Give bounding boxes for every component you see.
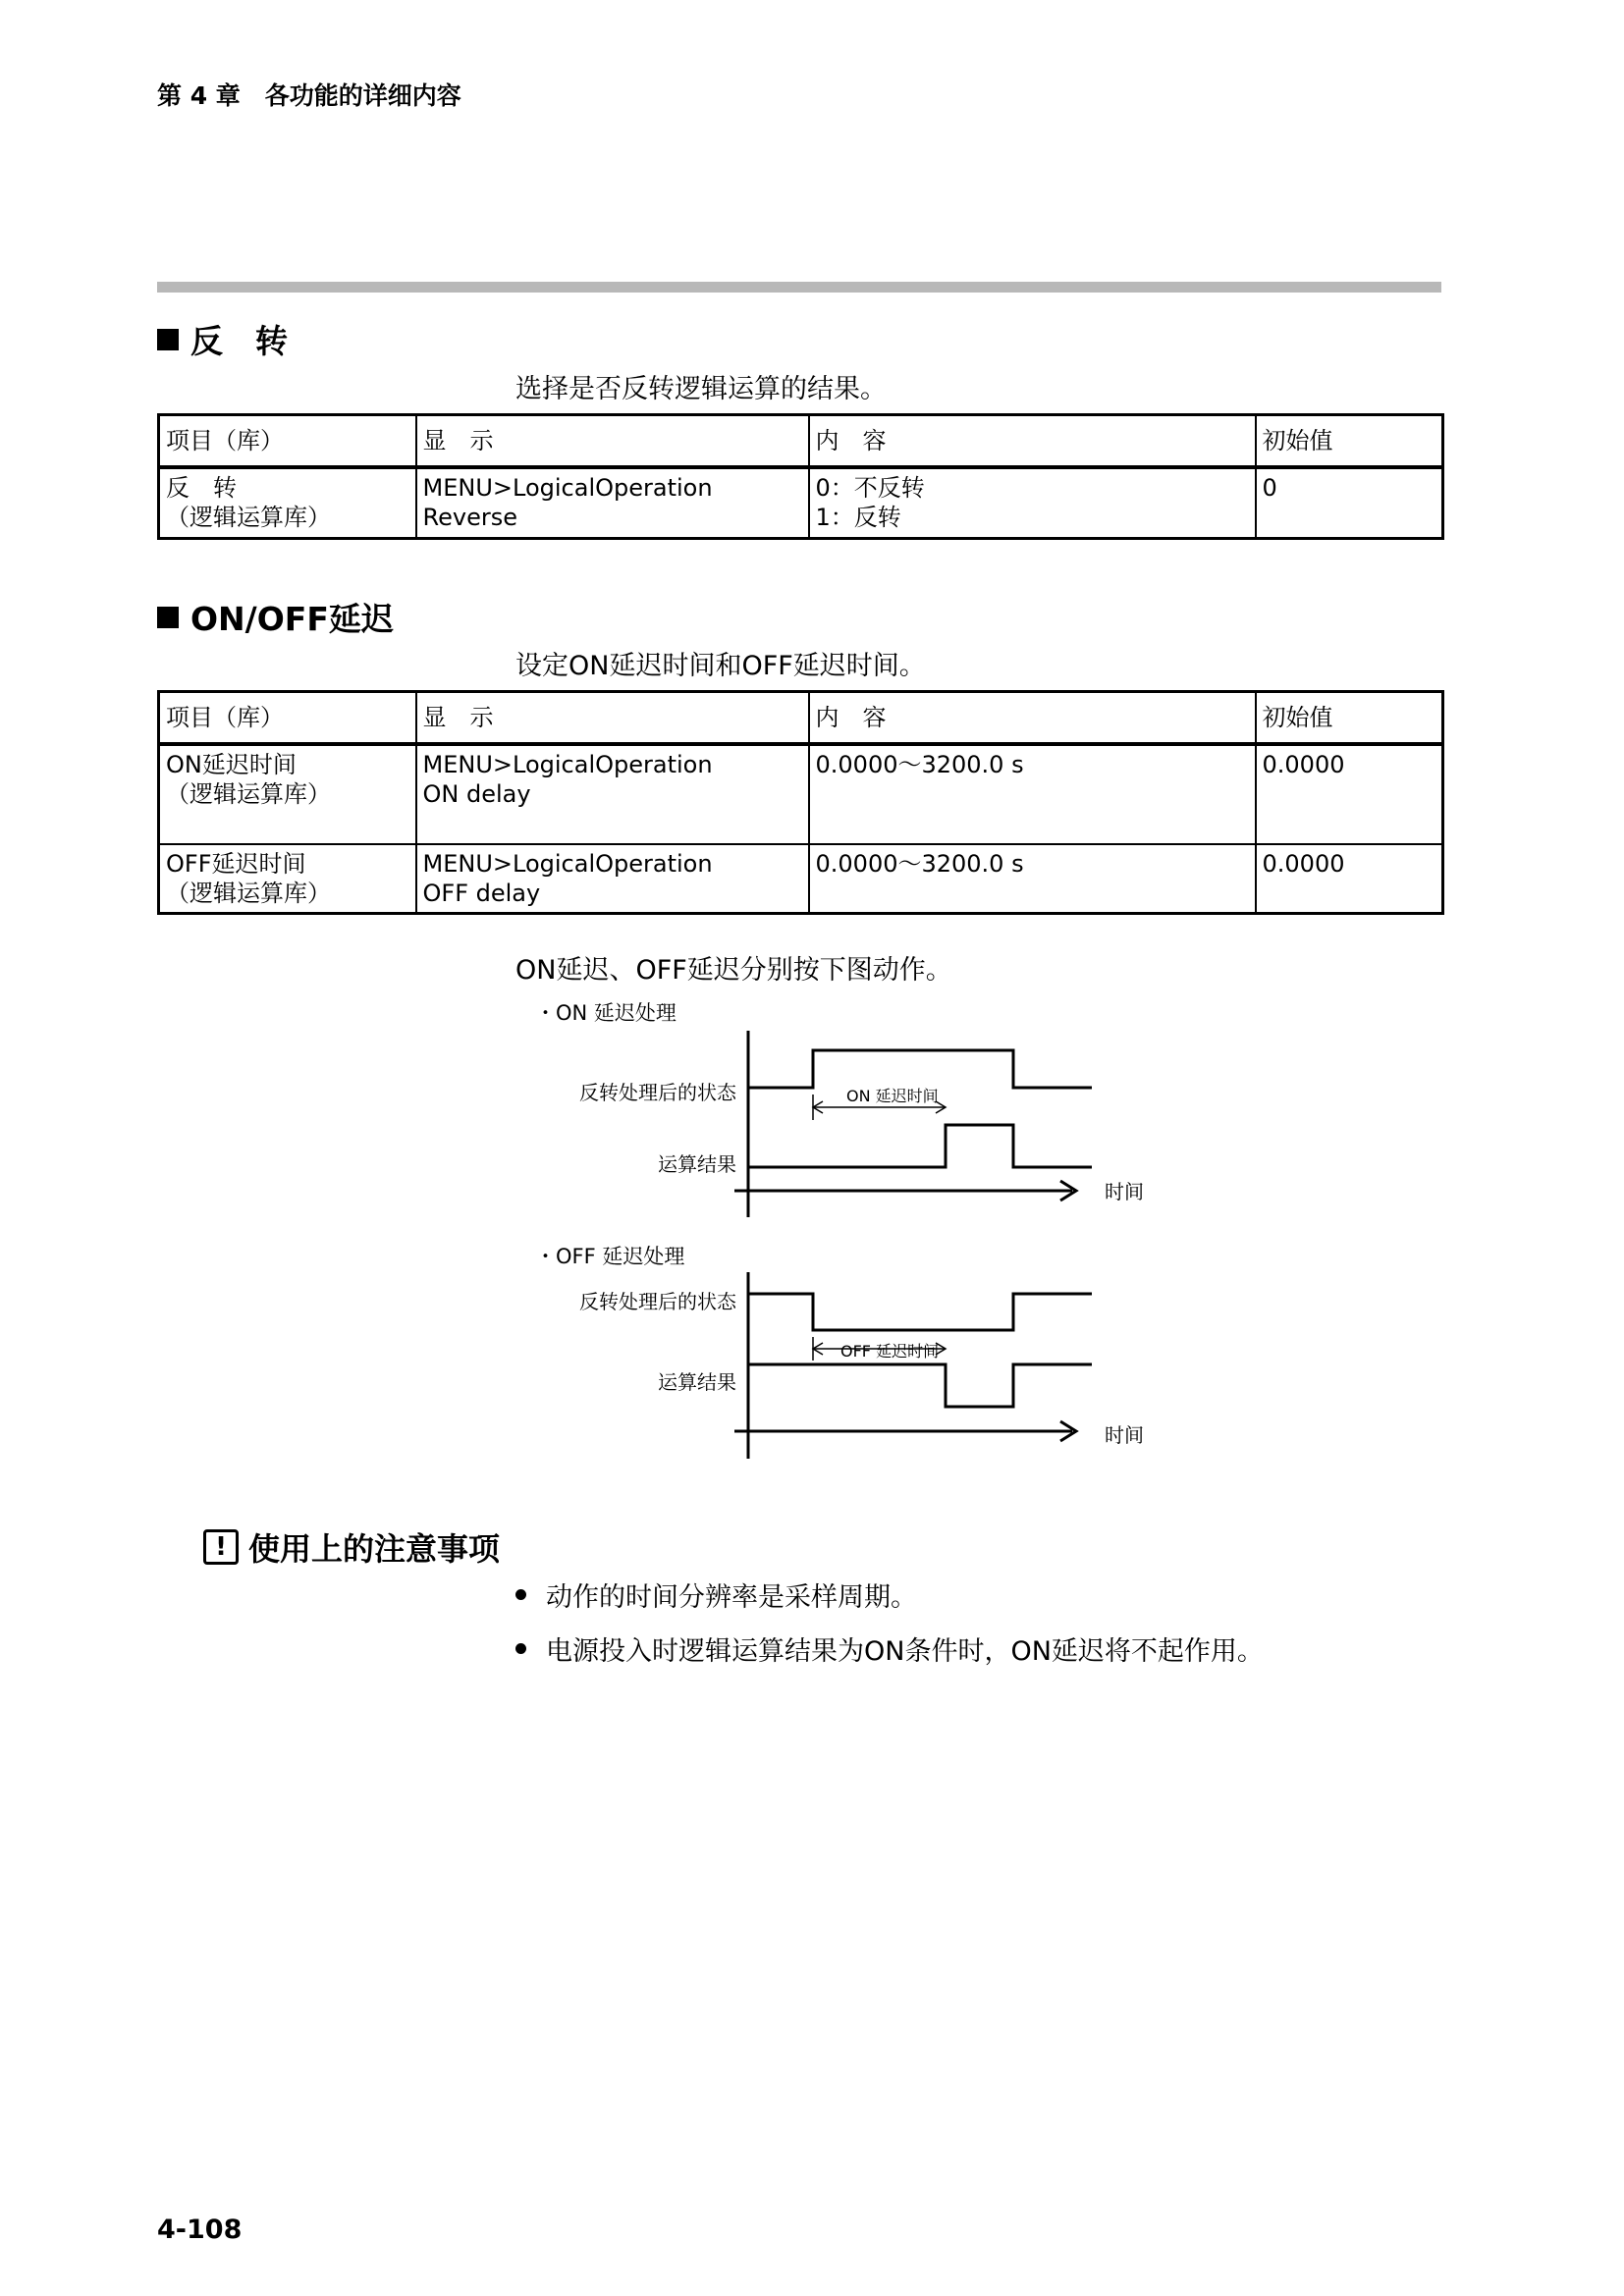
col-header-display: 显 示 xyxy=(416,415,809,468)
cell-display: MENU>LogicalOperation OFF delay xyxy=(416,844,809,914)
bullet-icon xyxy=(515,1643,526,1654)
warning-icon: ! xyxy=(203,1529,239,1565)
cell-content: 0.0000～3200.0 s xyxy=(809,844,1256,914)
section-title-reverse xyxy=(157,316,288,362)
table-row xyxy=(159,844,1443,914)
section-intro-reverse: 选择是否反转逻辑运算的结果。 xyxy=(515,374,887,404)
col-header-item: 项目（库） xyxy=(159,692,416,745)
on-delay-time-label: ON 延迟时间 xyxy=(846,1087,939,1105)
col-header-display: 显 示 xyxy=(416,692,809,745)
list-item xyxy=(515,1575,917,1614)
section-title-text: ON/OFF延迟 xyxy=(190,600,394,638)
section-intro-delay: 设定ON延迟时间和OFF延迟时间。 xyxy=(515,651,926,681)
off-delay-timing-diagram xyxy=(727,1266,1100,1463)
note-text: 动作的时间分辨率是采样周期。 xyxy=(546,1582,917,1613)
cell-default: 0 xyxy=(1256,467,1443,538)
table-header-row xyxy=(159,415,1443,468)
section-title-delay xyxy=(157,594,394,640)
col-header-default: 初始值 xyxy=(1256,692,1443,745)
diagram-intro: ON延迟、OFF延迟分别按下图动作。 xyxy=(515,955,952,986)
on-result-label: 运算结果 xyxy=(658,1152,736,1176)
notes-title-text: 使用上的注意事项 xyxy=(248,1530,501,1568)
col-header-content: 内 容 xyxy=(809,415,1256,468)
square-bullet-icon xyxy=(157,607,179,628)
cell-default: 0.0000 xyxy=(1256,744,1443,844)
off-result-label: 运算结果 xyxy=(658,1370,736,1394)
cell-default: 0.0000 xyxy=(1256,844,1443,914)
off-delay-caption: ・OFF 延迟处理 xyxy=(535,1245,685,1268)
col-header-default: 初始值 xyxy=(1256,415,1443,468)
reverse-table xyxy=(157,413,1444,540)
cell-item: 反 转 （逻辑运算库） xyxy=(159,467,416,538)
cell-content: 0.0000～3200.0 s xyxy=(809,744,1256,844)
section-title-text: 反 转 xyxy=(190,322,288,360)
on-time-axis-label: 时间 xyxy=(1105,1180,1144,1203)
bullet-icon xyxy=(515,1589,526,1600)
page-number: 4-108 xyxy=(157,2215,243,2245)
cell-content: 0：不反转 1：反转 xyxy=(809,467,1256,538)
off-time-axis-label: 时间 xyxy=(1105,1423,1144,1447)
delay-table xyxy=(157,690,1444,915)
off-delay-time-label: OFF 延迟时间 xyxy=(840,1342,940,1361)
note-text: 电源投入时逻辑运算结果为ON条件时，ON延迟将不起作用。 xyxy=(546,1636,1264,1667)
cell-item: ON延迟时间 （逻辑运算库） xyxy=(159,744,416,844)
square-bullet-icon xyxy=(157,329,179,350)
table-header-row xyxy=(159,692,1443,745)
on-delay-timing-diagram xyxy=(727,1026,1100,1222)
col-header-content: 内 容 xyxy=(809,692,1256,745)
off-state-label: 反转处理后的状态 xyxy=(579,1290,736,1313)
chapter-heading: 第 4 章 各功能的详细内容 xyxy=(157,81,461,110)
section-divider xyxy=(157,282,1441,293)
notes-title xyxy=(203,1524,500,1570)
cell-display: MENU>LogicalOperation ON delay xyxy=(416,744,809,844)
list-item xyxy=(515,1629,1264,1668)
cell-item: OFF延迟时间 （逻辑运算库） xyxy=(159,844,416,914)
table-row xyxy=(159,467,1443,538)
table-row xyxy=(159,744,1443,844)
on-delay-caption: ・ON 延迟处理 xyxy=(535,1001,677,1025)
on-state-label: 反转处理后的状态 xyxy=(579,1081,736,1104)
col-header-item: 项目（库） xyxy=(159,415,416,468)
cell-display: MENU>LogicalOperation Reverse xyxy=(416,467,809,538)
